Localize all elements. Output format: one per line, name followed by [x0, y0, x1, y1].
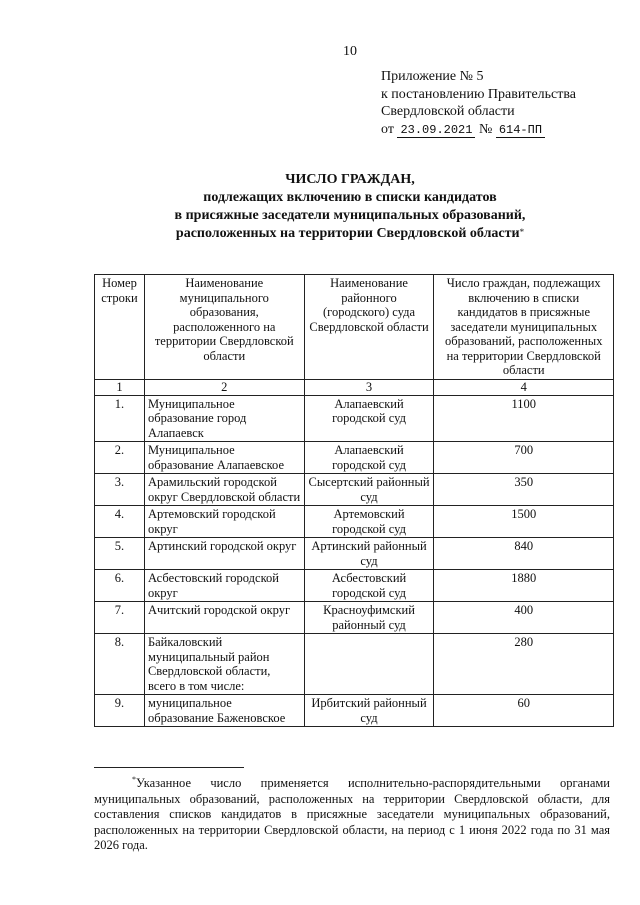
decree-date: 23.09.2021 — [397, 123, 475, 138]
table-row — [95, 395, 614, 442]
header-court: Наименование районного (городского) суда Свердловской области — [304, 275, 434, 380]
court-name: Ирбитский районный суд — [304, 695, 434, 727]
court-name: Алапаевский городской суд — [304, 395, 434, 442]
municipality-name: Муниципальное образование город Алапаевск — [144, 395, 304, 442]
row-number: 4. — [95, 506, 145, 538]
citizen-count: 700 — [434, 442, 614, 474]
citizens-table — [94, 274, 614, 727]
court-name: Артемовский городской суд — [304, 506, 434, 538]
title-line-4-wrap — [90, 225, 610, 243]
row-number: 1. — [95, 395, 145, 442]
title-line-2: подлежащих включению в списки кандидатов — [203, 190, 497, 205]
municipality-name: Байкаловский муниципальный район Свердловской области, всего в том числе: — [144, 634, 304, 695]
title-line-3: в присяжные заседатели муниципальных образований, — [174, 208, 526, 223]
page-number: 10 — [343, 44, 357, 59]
citizen-count: 350 — [434, 474, 614, 506]
annex-line-1: Приложение № 5 — [381, 69, 484, 84]
citizen-count: 1880 — [434, 570, 614, 602]
citizen-count: 280 — [434, 634, 614, 695]
row-number: 5. — [95, 538, 145, 570]
table-row — [95, 570, 614, 602]
municipality-name: Асбестовский городской округ — [144, 570, 304, 602]
court-name: Алапаевский городской суд — [304, 442, 434, 474]
court-name: Асбестовский городской суд — [304, 570, 434, 602]
municipality-name: Муниципальное образование Алапаевское — [144, 442, 304, 474]
citizen-count: 1500 — [434, 506, 614, 538]
table-row — [95, 474, 614, 506]
date-prefix: от — [381, 121, 394, 137]
table-row — [95, 506, 614, 538]
footnote-divider — [94, 767, 244, 768]
column-index: 3 — [304, 379, 434, 395]
municipality-name: Арамильский городской округ Свердловской области — [144, 474, 304, 506]
row-number: 9. — [95, 695, 145, 727]
header-citizen-count: Число граждан, подлежащих включению в списки кандидатов в присяжные заседатели муниципальных образований, расположенных на территории Свердловской области — [434, 275, 614, 380]
row-number: 6. — [95, 570, 145, 602]
number-prefix: № — [478, 121, 493, 137]
row-number: 7. — [95, 602, 145, 634]
annex-block — [381, 68, 576, 139]
title-footnote-mark: * — [519, 227, 525, 237]
header-row — [95, 275, 614, 380]
column-index: 2 — [144, 379, 304, 395]
municipality-name: Артинский городской округ — [144, 538, 304, 570]
municipality-name: Артемовский городской округ — [144, 506, 304, 538]
column-index: 1 — [95, 379, 145, 395]
citizen-count: 400 — [434, 602, 614, 634]
court-name — [304, 634, 434, 695]
annex-line-2: к постановлению Правительства — [381, 86, 577, 102]
citizen-count: 840 — [434, 538, 614, 570]
header-row-number: Номер строки — [95, 275, 145, 380]
table-row — [95, 442, 614, 474]
column-index-row — [95, 379, 614, 395]
title-line-1: ЧИСЛО ГРАЖДАН, — [285, 172, 415, 187]
row-number: 8. — [95, 634, 145, 695]
row-number: 2. — [95, 442, 145, 474]
court-name: Артинский районный суд — [304, 538, 434, 570]
citizen-count: 1100 — [434, 395, 614, 442]
header-municipality: Наименование муниципального образования, расположенного на территории Свердловской области — [144, 275, 304, 380]
decree-number: 614-ПП — [496, 123, 545, 138]
column-index: 4 — [434, 379, 614, 395]
court-name: Красноуфимский районный суд — [304, 602, 434, 634]
table-row — [95, 634, 614, 695]
annex-date-line — [381, 121, 576, 140]
citizen-count: 60 — [434, 695, 614, 727]
table-row — [95, 538, 614, 570]
row-number: 3. — [95, 474, 145, 506]
municipality-name: Ачитский городской округ — [144, 602, 304, 634]
document-title — [90, 171, 610, 243]
table-row — [95, 602, 614, 634]
annex-line-3: Свердловской области — [381, 104, 515, 119]
footnote — [94, 772, 610, 854]
municipality-name: муниципальное образование Баженовское — [144, 695, 304, 727]
court-name: Сысертский районный суд — [304, 474, 434, 506]
title-line-4: расположенных на территории Свердловской области — [175, 226, 520, 241]
table-row — [95, 695, 614, 727]
footnote-mark: * — [132, 775, 136, 784]
footnote-text: Указанное число применяется исполнительно-распорядительными органами муниципальных образований, расположенных на территории Свердловской области, для составления списков кандидатов в присяжные заседатели муниципальных образований, расположенных на территории Свердловской области, на период с 1 июня 2022 года по 31 мая 2026 года. — [94, 776, 610, 853]
